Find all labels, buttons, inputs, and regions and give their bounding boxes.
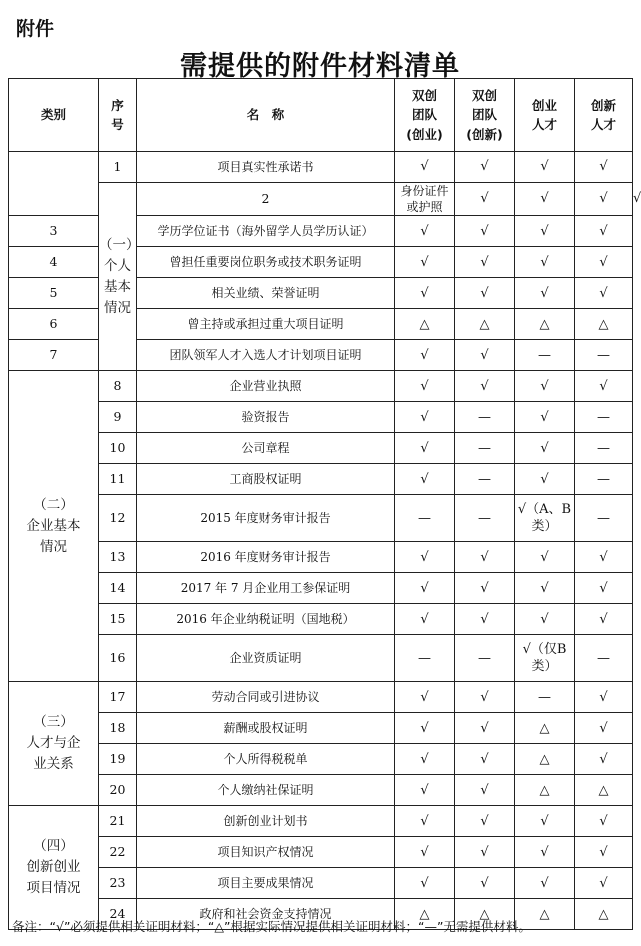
row-number: 22	[99, 837, 137, 868]
category-label: 企业基本	[26, 517, 81, 534]
requirement-mark: △	[515, 775, 575, 806]
requirement-mark: √	[575, 837, 633, 868]
requirement-mark: √	[575, 744, 633, 775]
requirement-mark: △	[395, 309, 455, 340]
requirement-mark: √	[575, 371, 633, 402]
material-name: 验资报告	[137, 402, 395, 433]
row-number: 14	[99, 573, 137, 604]
requirement-mark: √	[395, 775, 455, 806]
row-number: 23	[99, 868, 137, 899]
material-name: 2017 年 7 月企业用工参保证明	[137, 573, 395, 604]
material-name: 曾担任重要岗位职务或技术职务证明	[137, 247, 395, 278]
requirement-mark: √	[575, 542, 633, 573]
requirement-mark: √	[575, 713, 633, 744]
row-number: 5	[9, 278, 99, 309]
requirement-mark: √	[455, 371, 515, 402]
requirement-mark: √	[455, 868, 515, 899]
table-row	[9, 868, 633, 899]
table-row	[9, 775, 633, 806]
material-name: 团队领军人才入选人才计划项目证明	[137, 340, 395, 371]
requirement-mark: √	[515, 402, 575, 433]
requirement-mark: √	[515, 604, 575, 635]
requirement-mark: √	[395, 744, 455, 775]
material-name: 劳动合同或引进协议	[137, 682, 395, 713]
requirement-mark: —	[395, 635, 455, 682]
table-row	[9, 635, 633, 682]
material-name: 2015 年度财务审计报告	[137, 495, 395, 542]
requirement-mark: √	[455, 604, 515, 635]
requirement-mark: √	[515, 433, 575, 464]
table-row	[9, 371, 633, 402]
attachment-label: 附件	[16, 18, 55, 40]
row-number: 10	[99, 433, 137, 464]
requirement-mark: √	[455, 152, 515, 183]
requirement-mark: √	[395, 868, 455, 899]
row-number: 16	[99, 635, 137, 682]
row-number: 17	[99, 682, 137, 713]
requirement-mark: √	[515, 216, 575, 247]
requirement-mark: √	[575, 806, 633, 837]
category-label: （一）	[99, 236, 140, 253]
row-number: 1	[99, 152, 137, 183]
requirement-mark: √	[515, 371, 575, 402]
category-label: 创新创业	[26, 859, 81, 876]
page-title: 需提供的附件材料清单	[180, 51, 460, 82]
requirement-mark: √	[575, 183, 633, 216]
material-name: 曾主持或承担过重大项目证明	[137, 309, 395, 340]
row-number: 24	[99, 899, 137, 930]
requirement-mark: √	[455, 216, 515, 247]
material-name: 相关业绩、荣誉证明	[137, 278, 395, 309]
material-name: 企业资质证明	[137, 635, 395, 682]
requirement-mark: √	[575, 868, 633, 899]
header-team-innovation: 双创 团队 (创新)	[455, 79, 515, 152]
requirement-mark: √（仅B类）	[515, 635, 575, 682]
requirement-mark: √	[575, 216, 633, 247]
category-label: （四）	[33, 838, 74, 855]
material-name: 2016 年企业纳税证明（国地税）	[137, 604, 395, 635]
material-name: 薪酬或股权证明	[137, 713, 395, 744]
table-row	[9, 744, 633, 775]
table-row	[9, 682, 633, 713]
requirement-mark: —	[455, 464, 515, 495]
requirement-mark: —	[575, 433, 633, 464]
requirement-mark: √	[395, 216, 455, 247]
requirement-mark: √	[455, 542, 515, 573]
material-name: 创新创业计划书	[137, 806, 395, 837]
requirement-mark: √	[455, 340, 515, 371]
requirement-mark: √	[455, 713, 515, 744]
row-number: 9	[99, 402, 137, 433]
row-number: 6	[9, 309, 99, 340]
table-row	[9, 542, 633, 573]
row-number: 13	[99, 542, 137, 573]
requirement-mark: △	[515, 309, 575, 340]
table-row	[9, 464, 633, 495]
requirement-mark: √	[395, 573, 455, 604]
requirement-mark: △	[575, 899, 633, 930]
requirement-mark: —	[575, 495, 633, 542]
material-name: 2016 年度财务审计报告	[137, 542, 395, 573]
header-talent-innovation: 创新 人才	[575, 79, 633, 152]
requirement-mark: √	[395, 371, 455, 402]
requirement-mark: √	[395, 278, 455, 309]
requirement-mark: △	[515, 713, 575, 744]
requirement-mark: —	[575, 635, 633, 682]
requirement-mark: —	[575, 464, 633, 495]
row-number: 2	[137, 183, 395, 216]
requirement-mark: √	[515, 247, 575, 278]
requirement-mark: √	[395, 433, 455, 464]
table-header-row	[9, 79, 633, 152]
requirement-mark: √	[575, 152, 633, 183]
category-label: 人才与企	[26, 735, 81, 752]
category-cell	[99, 183, 140, 371]
requirement-mark: √	[395, 713, 455, 744]
category-label: 个人基本	[104, 257, 131, 295]
material-name: 项目知识产权情况	[137, 837, 395, 868]
material-name: 公司章程	[137, 433, 395, 464]
category-label: 情况	[40, 538, 67, 555]
requirement-mark: √	[395, 604, 455, 635]
requirement-mark: △	[455, 899, 515, 930]
requirement-mark: √	[455, 744, 515, 775]
requirement-mark: △	[515, 744, 575, 775]
requirement-mark: —	[455, 402, 515, 433]
requirement-mark: √	[515, 183, 575, 216]
header-seq: 序 号	[99, 79, 137, 152]
requirement-mark: √	[515, 806, 575, 837]
table-row	[9, 573, 633, 604]
requirement-mark: —	[515, 682, 575, 713]
requirement-mark: √	[515, 573, 575, 604]
category-cell	[9, 682, 99, 806]
requirement-mark: √	[455, 682, 515, 713]
material-name: 项目主要成果情况	[137, 868, 395, 899]
row-number: 3	[9, 216, 99, 247]
row-number: 12	[99, 495, 137, 542]
requirement-mark: √	[455, 837, 515, 868]
requirement-mark: √	[515, 464, 575, 495]
requirement-mark: √	[515, 278, 575, 309]
row-number: 18	[99, 713, 137, 744]
table-row: （一） 个人基本 情况 2 身份证件或护照 √ √ √ √	[9, 183, 633, 216]
materials-table	[8, 78, 641, 930]
requirement-mark: √	[575, 247, 633, 278]
row-number: 20	[99, 775, 137, 806]
table-row	[9, 837, 633, 868]
category-label: （三）	[33, 714, 74, 731]
requirement-mark: —	[575, 340, 633, 371]
header-team-startup: 双创 团队 (创业)	[395, 79, 455, 152]
requirement-mark: △	[575, 775, 633, 806]
requirement-mark: √	[575, 682, 633, 713]
category-cell	[9, 806, 99, 930]
table-row	[9, 806, 633, 837]
row-number: 7	[9, 340, 99, 371]
requirement-mark: √	[395, 464, 455, 495]
requirement-mark: —	[395, 495, 455, 542]
table-row	[9, 402, 633, 433]
requirement-mark: √	[455, 775, 515, 806]
row-number: 8	[99, 371, 137, 402]
header-category: 类别	[9, 79, 99, 152]
material-name: 身份证件或护照	[395, 183, 455, 216]
material-name: 个人所得税税单	[137, 744, 395, 775]
material-name: 工商股权证明	[137, 464, 395, 495]
requirement-mark: √	[395, 247, 455, 278]
requirement-mark: √	[395, 837, 455, 868]
table-row	[9, 495, 633, 542]
requirement-mark: —	[455, 635, 515, 682]
row-number: 19	[99, 744, 137, 775]
requirement-mark: △	[575, 309, 633, 340]
requirement-mark: √	[575, 573, 633, 604]
requirement-mark: √	[455, 247, 515, 278]
requirement-mark: √	[575, 278, 633, 309]
category-label: （二）	[33, 496, 74, 513]
requirement-mark: √	[455, 573, 515, 604]
requirement-mark: √	[515, 152, 575, 183]
table-row	[9, 152, 633, 183]
footnote: 备注：“√”必须提供相关证明材料；“△”根据实际情况提供相关证明材料；“—”无需提供材料。	[12, 919, 531, 934]
category-label: 情况	[104, 299, 131, 316]
category-cell-empty	[9, 152, 99, 216]
requirement-mark: —	[455, 433, 515, 464]
table-row	[9, 433, 633, 464]
material-name: 政府和社会资金支持情况	[137, 899, 395, 930]
material-name: 学历学位证书（海外留学人员学历认证）	[137, 216, 395, 247]
material-name: 项目真实性承诺书	[137, 152, 395, 183]
header-talent-startup: 创业 人才	[515, 79, 575, 152]
row-number: 15	[99, 604, 137, 635]
requirement-mark: √	[395, 682, 455, 713]
requirement-mark: —	[515, 340, 575, 371]
requirement-mark: √	[575, 604, 633, 635]
row-number: 4	[9, 247, 99, 278]
category-cell	[9, 371, 99, 682]
table-row	[9, 713, 633, 744]
requirement-mark: √	[395, 402, 455, 433]
requirement-mark: √	[515, 542, 575, 573]
requirement-mark: √	[395, 152, 455, 183]
requirement-mark: √	[395, 806, 455, 837]
requirement-mark: √（A、B类）	[515, 495, 575, 542]
material-name: 企业营业执照	[137, 371, 395, 402]
requirement-mark: √	[455, 806, 515, 837]
row-number: 21	[99, 806, 137, 837]
category-label: 业关系	[33, 756, 74, 773]
material-name: 个人缴纳社保证明	[137, 775, 395, 806]
requirement-mark: △	[515, 899, 575, 930]
requirement-mark: √	[455, 278, 515, 309]
requirement-mark: △	[455, 309, 515, 340]
requirement-mark: √	[395, 340, 455, 371]
requirement-mark: —	[455, 495, 515, 542]
row-number: 11	[99, 464, 137, 495]
requirement-mark: √	[515, 868, 575, 899]
requirement-mark: √	[515, 837, 575, 868]
requirement-mark: △	[395, 899, 455, 930]
table-row	[9, 604, 633, 635]
requirement-mark: √	[455, 183, 515, 216]
requirement-mark: —	[575, 402, 633, 433]
requirement-mark: √	[395, 542, 455, 573]
header-name: 名 称	[137, 79, 395, 152]
category-label: 项目情况	[26, 880, 81, 897]
